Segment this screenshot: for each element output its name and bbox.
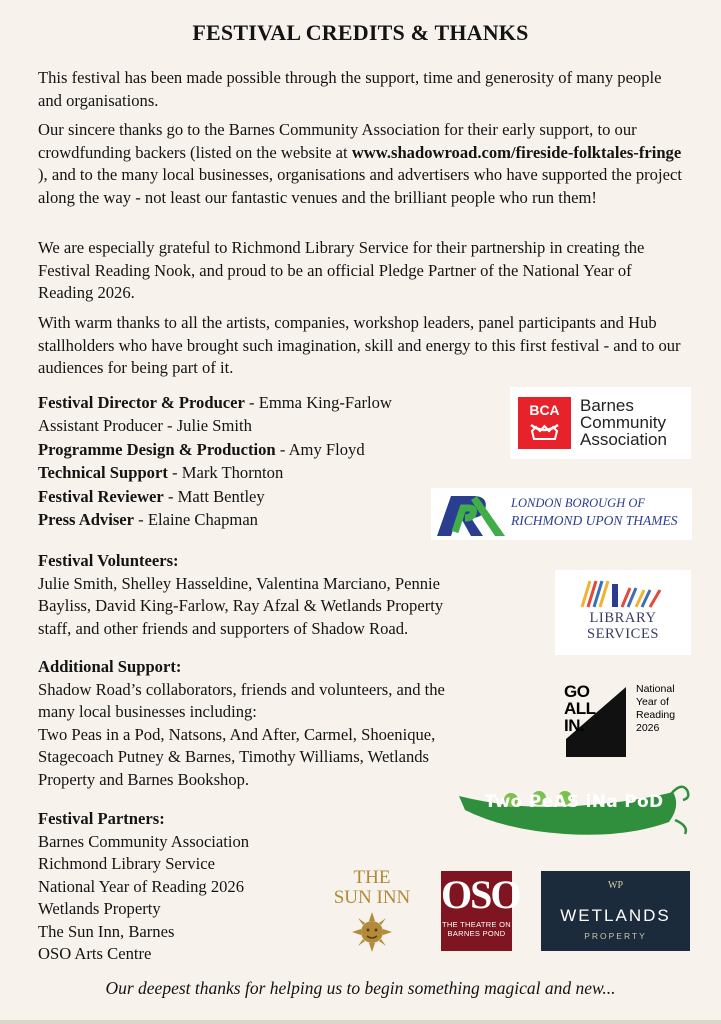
page-title: FESTIVAL CREDITS & THANKS (192, 20, 529, 45)
credit-role: Technical Support (38, 463, 168, 483)
credit-name: - Mark Thornton (167, 463, 284, 483)
credit-role: Press Adviser (38, 510, 135, 530)
richmond-r-icon (433, 490, 508, 538)
sun-inn-line: SUN INN (333, 887, 411, 908)
support-heading: Additional Support: (38, 657, 182, 676)
richmond-line: LONDON BOROUGH OF (511, 496, 646, 510)
richmond-line: RICHMOND UPON THAMES (511, 513, 678, 528)
go-all-in-line: IN. (564, 716, 585, 735)
credit-role: Assistant Producer (38, 416, 163, 436)
credit-role: Festival Reviewer (38, 486, 164, 506)
sun-inn-line: THE (353, 867, 391, 888)
wetlands-wordmark: WETLANDS (560, 906, 671, 925)
oso-tagline (441, 920, 512, 938)
intro-paragraph-2 (38, 119, 683, 209)
two-peas-wordmark: Two PeAS iNa PoD (484, 792, 664, 812)
partner-item: Richmond Library Service (38, 854, 215, 873)
bca-logo (510, 387, 691, 459)
sun-face-icon (352, 912, 392, 952)
partner-item: Wetlands Property (38, 899, 161, 918)
volunteers-section (38, 550, 443, 640)
volunteers-line: staff, and other friends and supporters of Shadow Road. (38, 618, 409, 638)
credit-name: - Matt Bentley (163, 486, 265, 506)
partner-item: The Sun Inn, Barnes (38, 921, 175, 941)
support-line: Property and Barnes Bookshop. (38, 769, 250, 789)
volunteers-line: Bayliss, David King-Farlow, Ray Afzal & Wetlands Property (38, 596, 444, 615)
bca-badge (518, 397, 571, 449)
page-bottom-edge (0, 1020, 721, 1024)
credit-role: Festival Director & Producer (38, 393, 245, 412)
library-services-logo (555, 570, 691, 655)
oso-wordmark: OSO (441, 872, 520, 917)
support-line: many local businesses including: (38, 702, 257, 721)
national-year-reading-label (636, 683, 675, 735)
intro-paragraph-3: We are especially grateful to Richmond Library Service for their partnership in creating the Festival Reading Nook, and proud to be an official Pledge Partner of the National Year of Reading 2026. (38, 238, 645, 302)
volunteers-line: Julie Smith, Shelley Hasseldine, Valentina Marciano, Pennie (38, 573, 441, 593)
go-all-in-logo (562, 681, 692, 757)
bca-abbr: BCA (529, 402, 560, 418)
oso-tagline-line: THE THEATRE ON (442, 920, 511, 929)
intro-paragraph-2-start: Our sincere thanks go to the Barnes Community Association for their early support, to our crowdfunding backers (listed on the website at (38, 120, 637, 162)
partners-section (38, 808, 249, 966)
partner-item: National Year of Reading 2026 (38, 876, 245, 896)
intro-paragraph-1: This festival has been made possible through the support, time and generosity of many people and organisations. (38, 68, 662, 110)
credit-row (38, 391, 508, 414)
books-icon (580, 580, 666, 608)
nyr-line: Reading (636, 709, 676, 721)
sun-inn-logo (324, 868, 420, 958)
bca-line: Barnes (580, 396, 634, 415)
intro-paragraph-4: With warm thanks to all the artists, companies, workshop leaders, panel participants and Hub stallholders who have brought such imagination, skill and energy to this first festival - and to our audiences for being part of it. (38, 313, 681, 377)
credit-role: Programme Design & Production (38, 439, 276, 459)
partners-heading: Festival Partners: (38, 809, 165, 828)
bca-name (580, 397, 667, 448)
partner-item: Barnes Community Association (38, 831, 250, 851)
credit-row (38, 414, 508, 437)
credit-name: - Emma King-Farlow (244, 393, 392, 412)
credit-row (38, 461, 508, 484)
crown-icon (528, 421, 561, 443)
nyr-line: 2026 (636, 722, 660, 734)
richmond-logo (431, 488, 692, 540)
go-all-in-wordmark (564, 683, 626, 734)
credit-name: - Amy Floyd (275, 439, 365, 459)
support-line: Two Peas in a Pod, Natsons, And After, Carmel, Shoenique, (38, 724, 436, 744)
bca-line: Association (580, 430, 667, 449)
sun-inn-wordmark (324, 868, 420, 908)
library-line: LIBRARY (589, 610, 657, 626)
nyr-line: Year of (636, 696, 669, 708)
go-all-in-line: GO (564, 682, 590, 701)
intro-paragraph-2-end: ), and to the many local businesses, organisations and advertisers who have supported the project along the way - not least our fantastic venues and the brilliant people who run them! (38, 165, 682, 207)
bca-line: Community (580, 413, 666, 432)
wetlands-logo (541, 871, 690, 951)
library-line: SERVICES (586, 626, 660, 642)
library-name (555, 610, 691, 642)
two-peas-logo (455, 780, 695, 840)
nyr-line: National (636, 683, 675, 695)
credit-row (38, 438, 508, 461)
website-link[interactable]: www.shadowroad.com/fireside-folktales-fringe (351, 142, 682, 162)
wetlands-monogram: WP (608, 880, 623, 891)
credit-name: - Julie Smith (162, 416, 252, 436)
wetlands-subtitle: PROPERTY (584, 931, 647, 941)
support-line: Stagecoach Putney & Barnes, Timothy Williams, Wetlands (38, 747, 429, 766)
closing-thanks: Our deepest thanks for helping us to begin something magical and new... (105, 978, 616, 998)
richmond-name (511, 495, 678, 529)
credit-name: - Elaine Chapman (134, 510, 258, 530)
oso-tagline-line: BARNES POND (447, 929, 506, 938)
support-section (38, 656, 445, 791)
volunteers-heading: Festival Volunteers: (38, 551, 179, 570)
support-line: Shadow Road’s collaborators, friends and volunteers, and the (38, 679, 445, 699)
go-all-in-line: ALL (564, 699, 596, 718)
partner-item: OSO Arts Centre (38, 944, 152, 963)
oso-logo (441, 871, 520, 951)
